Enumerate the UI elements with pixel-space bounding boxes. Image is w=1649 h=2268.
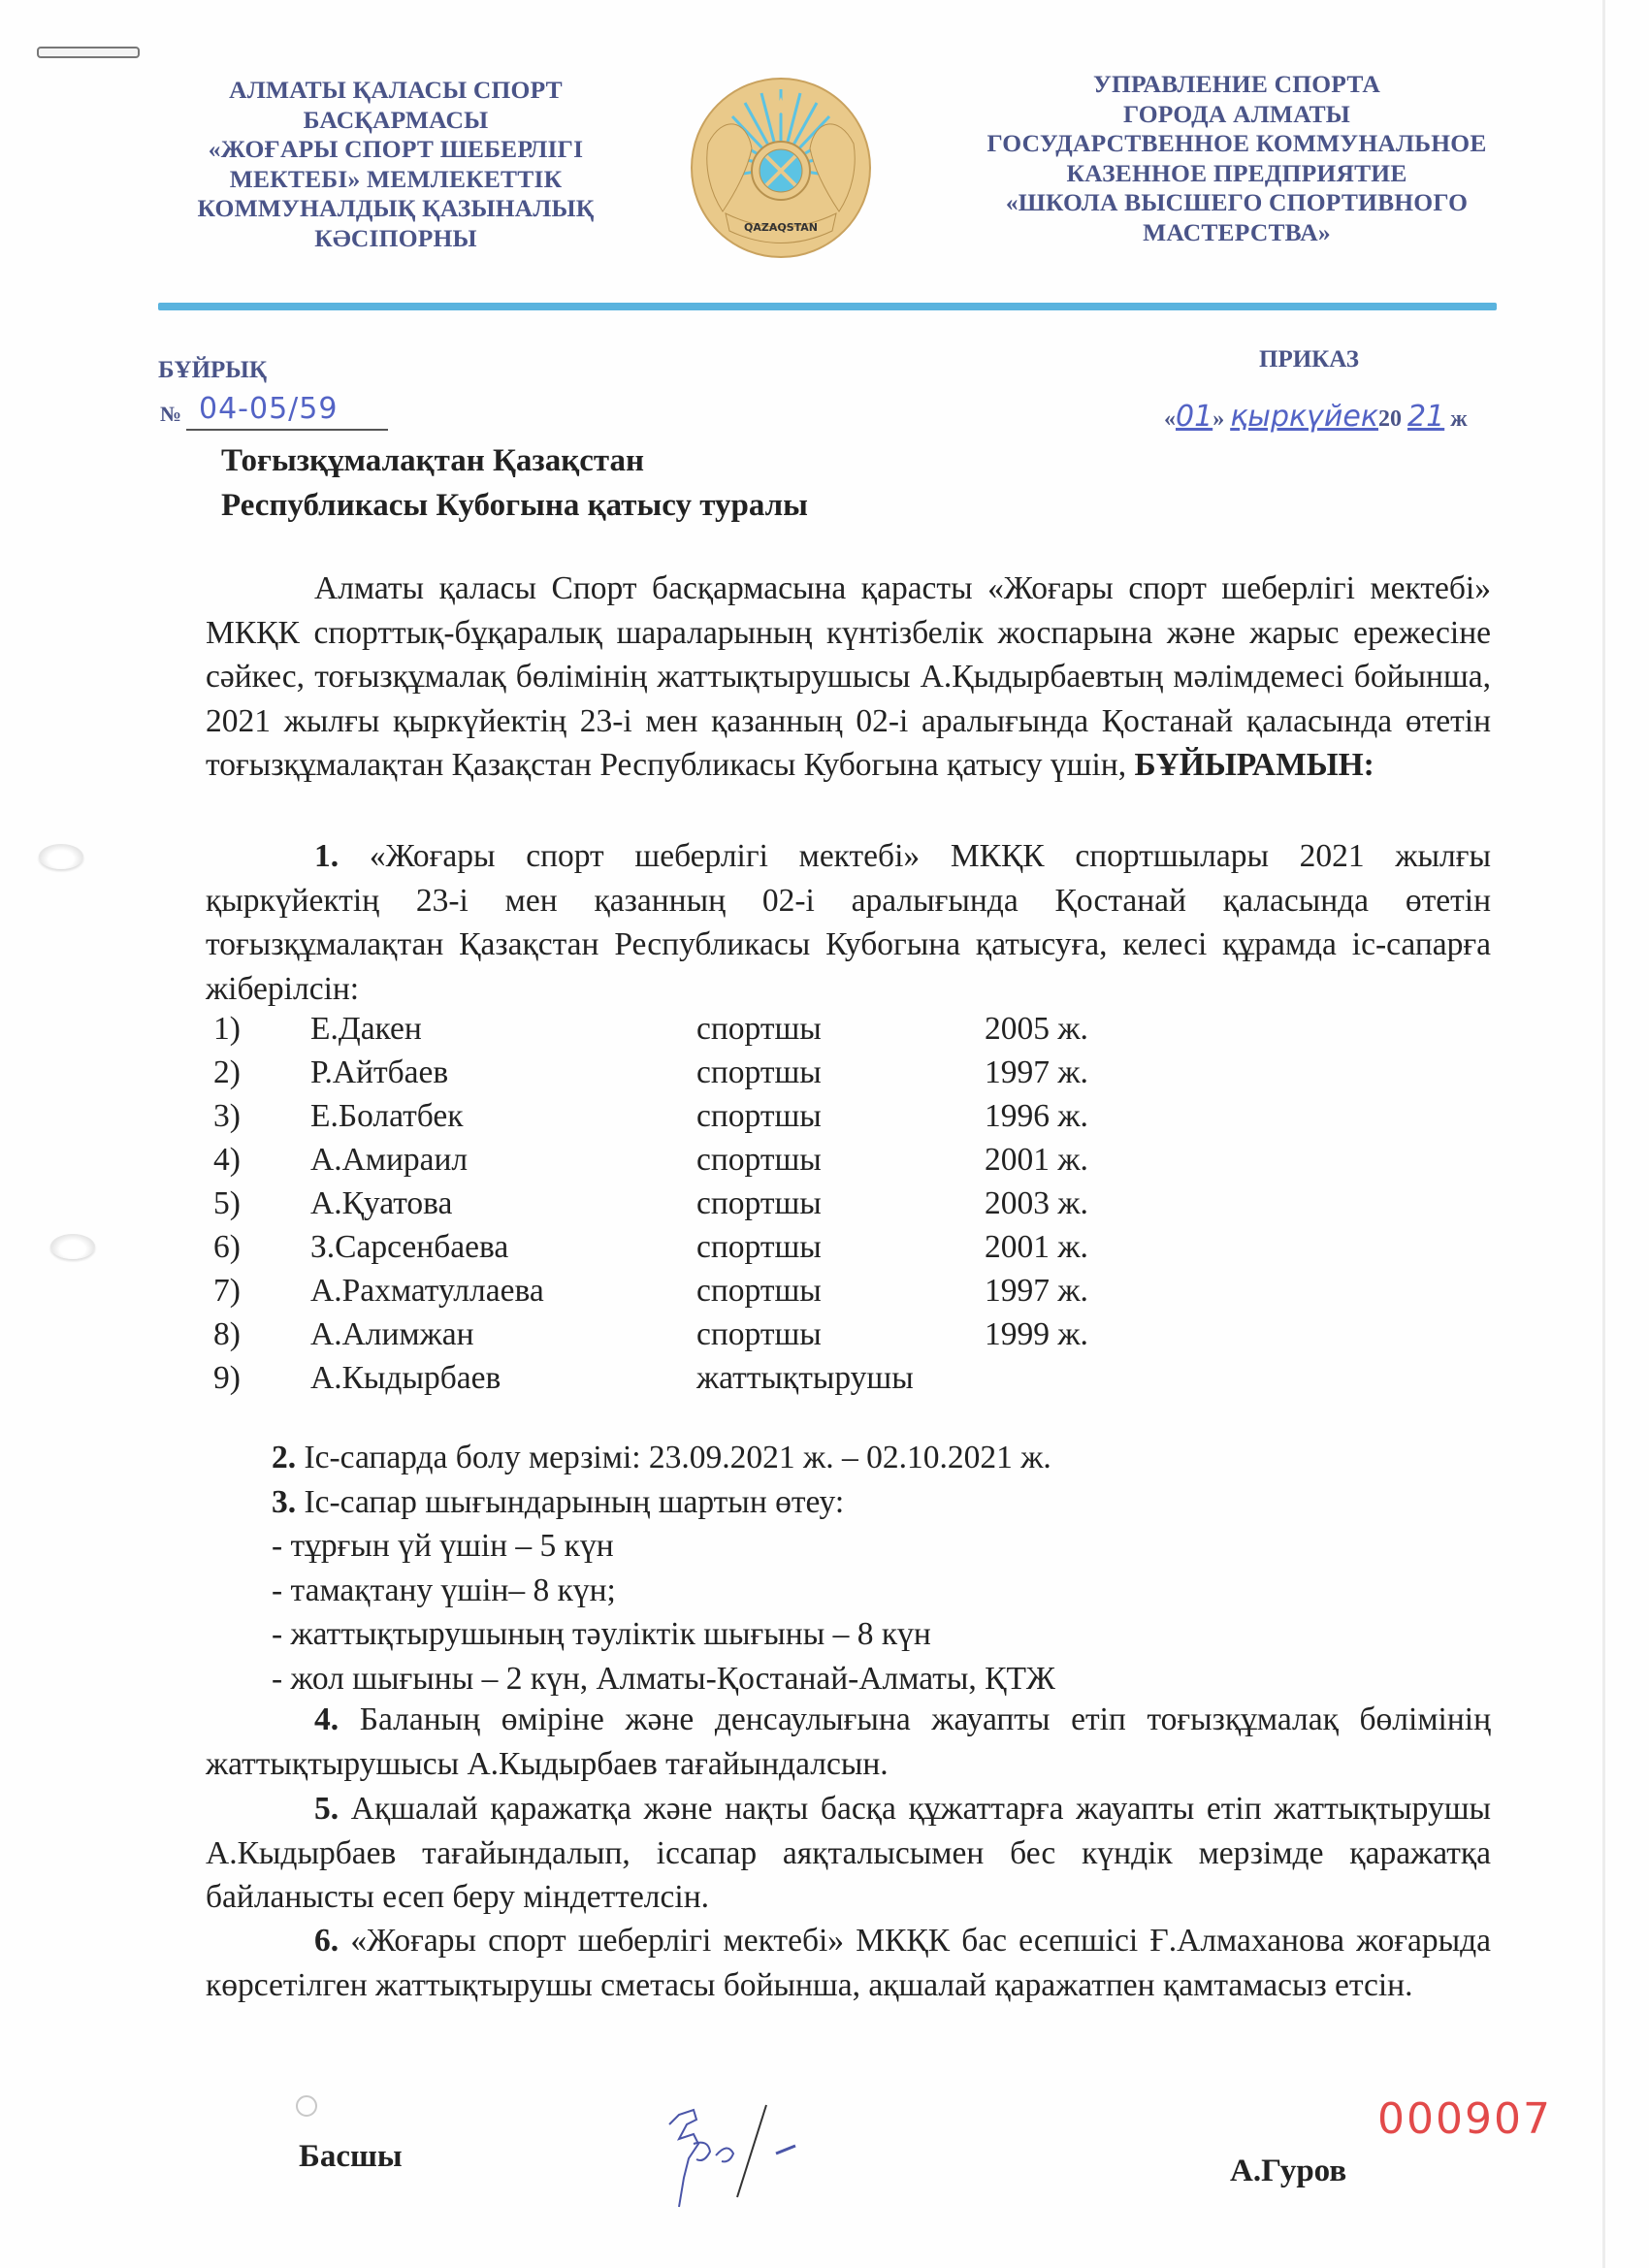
date-quote-close: »: [1212, 406, 1225, 432]
order-number-underline: [186, 429, 388, 431]
header-ru-line: ГОРОДА АЛМАТЫ: [1122, 99, 1351, 128]
participant-role: спортшы: [696, 1273, 822, 1309]
preamble: [206, 567, 1491, 788]
header-ru-line: КАЗЕННОЕ ПРЕДПРИЯТИЕ: [1066, 158, 1407, 187]
header-ru: [955, 70, 1518, 247]
participant-year: 2005 ж.: [985, 1011, 1088, 1047]
item-5-number: 5.: [314, 1791, 340, 1827]
item-1-number: 1.: [314, 838, 340, 874]
signatory-name: А.Гуров: [1230, 2154, 1347, 2188]
header-kz-line: КӘСІПОРНЫ: [314, 223, 477, 252]
title-line-1: Тоғызқұмалақтан Қазақстан: [221, 443, 644, 478]
punch-hole: [50, 1234, 95, 1259]
item-1-text: «Жоғары спорт шеберлігі мектебі» МКҚК спортшылары 2021 жылғы қыркүйектің 23-і мен қазанның 02-і аралығында Қостанай қаласында өтетін тоғызқұмалақтан Қазақстан Республикасы Кубогына қатысуға, келесі құрамда іс-сапарға жіберілсін:: [206, 838, 1491, 1007]
item-3-number: 3.: [272, 1483, 297, 1520]
preamble-command: БҰЙЫРАМЫН:: [1134, 747, 1374, 783]
participant-year: 2001 ж.: [985, 1229, 1088, 1265]
item-5: [206, 1787, 1491, 1920]
row-number: 2): [213, 1054, 241, 1090]
participant-name: А.Қуатова: [310, 1185, 453, 1221]
header-kz-line: «ЖОҒАРЫ СПОРТ ШЕБЕРЛІГІ: [208, 135, 584, 163]
participant-role: спортшы: [696, 1054, 822, 1090]
row-number: 6): [213, 1229, 241, 1265]
participant-year: 1996 ж.: [985, 1098, 1088, 1134]
punch-hole: [39, 844, 83, 869]
expense-bullet: - тұрғын үй үшін – 5 күн: [272, 1528, 614, 1564]
items-2-3: [206, 1436, 1491, 1701]
header-kz-line: МЕКТЕБІ» МЕМЛЕКЕТТІК: [229, 164, 563, 193]
item-5-text: Ақшалай қаражатқа және нақты басқа құжаттарға жауапты етіп жаттықтырушы А.Кыдырбаев тағайындалып, іссапар аяқталысымен бес күндік мерзімде қаражатқа байланысты есеп беру міндеттелсін.: [206, 1791, 1491, 1915]
punch-ring-mark: [296, 2095, 317, 2117]
staple-mark: [37, 47, 140, 58]
row-number: 7): [213, 1273, 241, 1309]
row-number: 9): [213, 1360, 241, 1396]
participant-role: спортшы: [696, 1316, 822, 1352]
header-kz-line: БАСҚАРМАСЫ: [303, 105, 489, 134]
date-quote-open: «: [1164, 406, 1176, 432]
order-number-handwritten: 04-05/59: [199, 392, 339, 426]
participant-role: жаттықтырушы: [696, 1360, 914, 1396]
header-ru-line: ГОСУДАРСТВЕННОЕ КОММУНАЛЬНОЕ: [986, 129, 1487, 157]
participant-name: А.Алимжан: [310, 1316, 474, 1352]
participant-role: спортшы: [696, 1185, 822, 1221]
item-4-number: 4.: [314, 1701, 340, 1737]
preamble-text: Алматы қаласы Спорт басқармасына қарасты «Жоғары спорт шеберлігі мектебі» МКҚК спорттық-бұқаралық шараларының күнтізбелік жоспарына және жарыс ережесіне сәйкес, тоғызқұмалақ бөлімінің жаттықтырушысы А.Қыдырбаевтың мәлімдемесі бойынша, 2021 жылғы қыркүйектің 23-і мен қазанның 02-і аралығында Қостанай қаласында өтетін тоғызқұмалақтан Қазақстан Республикасы Кубогына қатысу үшін,: [206, 570, 1491, 783]
document-title: [221, 438, 808, 528]
date-month: қыркүйек: [1230, 400, 1378, 434]
registration-number-stamp: 000907: [1377, 2094, 1552, 2144]
order-date: [1164, 400, 1468, 437]
order-label-kz: БҰЙРЫҚ: [158, 357, 267, 383]
header-kz-line: КОММУНАЛДЫҚ ҚАЗЫНАЛЫҚ: [197, 194, 595, 222]
signatory-position: Басшы: [299, 2139, 403, 2174]
row-number: 1): [213, 1011, 241, 1047]
header-kz-line: АЛМАТЫ ҚАЛАСЫ СПОРТ: [229, 76, 563, 104]
state-emblem-icon: [689, 76, 873, 260]
handwritten-signature: [640, 2086, 883, 2212]
participant-year: 1997 ж.: [985, 1273, 1088, 1309]
participant-year: 1999 ж.: [985, 1316, 1088, 1352]
item-3-text: Іс-сапар шығындарының шартын өтеу:: [304, 1483, 845, 1520]
date-year: 21: [1407, 400, 1445, 434]
participant-name: А.Амираил: [310, 1142, 469, 1178]
item-2-number: 2.: [272, 1440, 297, 1475]
header-ru-line: МАСТЕРСТВА»: [1143, 217, 1331, 246]
item-6: [206, 1919, 1491, 2007]
header-ru-line: «ШКОЛА ВЫСШЕГО СПОРТИВНОГО: [1005, 188, 1469, 216]
row-number: 8): [213, 1316, 241, 1352]
row-number: 4): [213, 1142, 241, 1178]
participant-role: спортшы: [696, 1098, 822, 1134]
row-number: 3): [213, 1098, 241, 1134]
row-number: 5): [213, 1185, 241, 1221]
expense-bullet: - жаттықтырушының тәуліктік шығыны – 8 күн: [272, 1616, 931, 1652]
header-divider: [158, 303, 1497, 310]
participant-year: 1997 ж.: [985, 1054, 1088, 1090]
order-label-ru: ПРИКАЗ: [1259, 346, 1359, 373]
participant-name: А.Рахматуллаева: [310, 1273, 544, 1309]
emblem-text: QAZAQSTAN: [744, 221, 818, 234]
participant-year: 2001 ж.: [985, 1142, 1088, 1178]
item-4-text: Баланың өміріне және денсаулығына жауапты етіп тоғызқұмалақ бөлімінің жаттықтырушысы А.Кыдырбаев тағайындалсын.: [206, 1701, 1491, 1782]
order-number-prefix: №: [160, 402, 182, 426]
date-suffix: ж: [1450, 406, 1468, 432]
participant-name: З.Сарсенбаева: [310, 1229, 509, 1265]
item-4: [206, 1698, 1491, 1786]
item-1: [206, 834, 1491, 1011]
participant-year: 2003 ж.: [985, 1185, 1088, 1221]
item-6-number: 6.: [314, 1923, 340, 1959]
item-6-text: «Жоғары спорт шеберлігі мектебі» МКҚК бас есепшісі Ғ.Алмаханова жоғарыда көрсетілген жаттықтырушы сметасы бойынша, ақшалай қаражатпен қамтамасыз етсін.: [206, 1923, 1491, 2003]
participant-role: спортшы: [696, 1011, 822, 1047]
expense-bullet: - тамақтану үшін– 8 күн;: [272, 1571, 616, 1608]
participant-name: Р.Айтбаев: [310, 1054, 449, 1090]
title-line-2: Республикасы Кубогына қатысу туралы: [221, 488, 808, 523]
header-kz: [158, 76, 633, 253]
participant-role: спортшы: [696, 1229, 822, 1265]
expense-bullet: - жол шығыны – 2 күн, Алматы-Қостанай-Алматы, ҚТЖ: [272, 1660, 1055, 1697]
participant-name: Е.Болатбек: [310, 1098, 464, 1134]
participant-name: А.Кыдырбаев: [310, 1360, 501, 1396]
participant-role: спортшы: [696, 1142, 822, 1178]
page-edge: [1602, 0, 1605, 2268]
date-day: 01: [1176, 400, 1213, 434]
item-2-text: Іс-сапарда болу мерзімі: 23.09.2021 ж. – 02.10.2021 ж.: [304, 1440, 1051, 1475]
date-century: 20: [1378, 406, 1402, 432]
participant-name: Е.Дакен: [310, 1011, 422, 1047]
header-ru-line: УПРАВЛЕНИЕ СПОРТА: [1093, 70, 1380, 98]
